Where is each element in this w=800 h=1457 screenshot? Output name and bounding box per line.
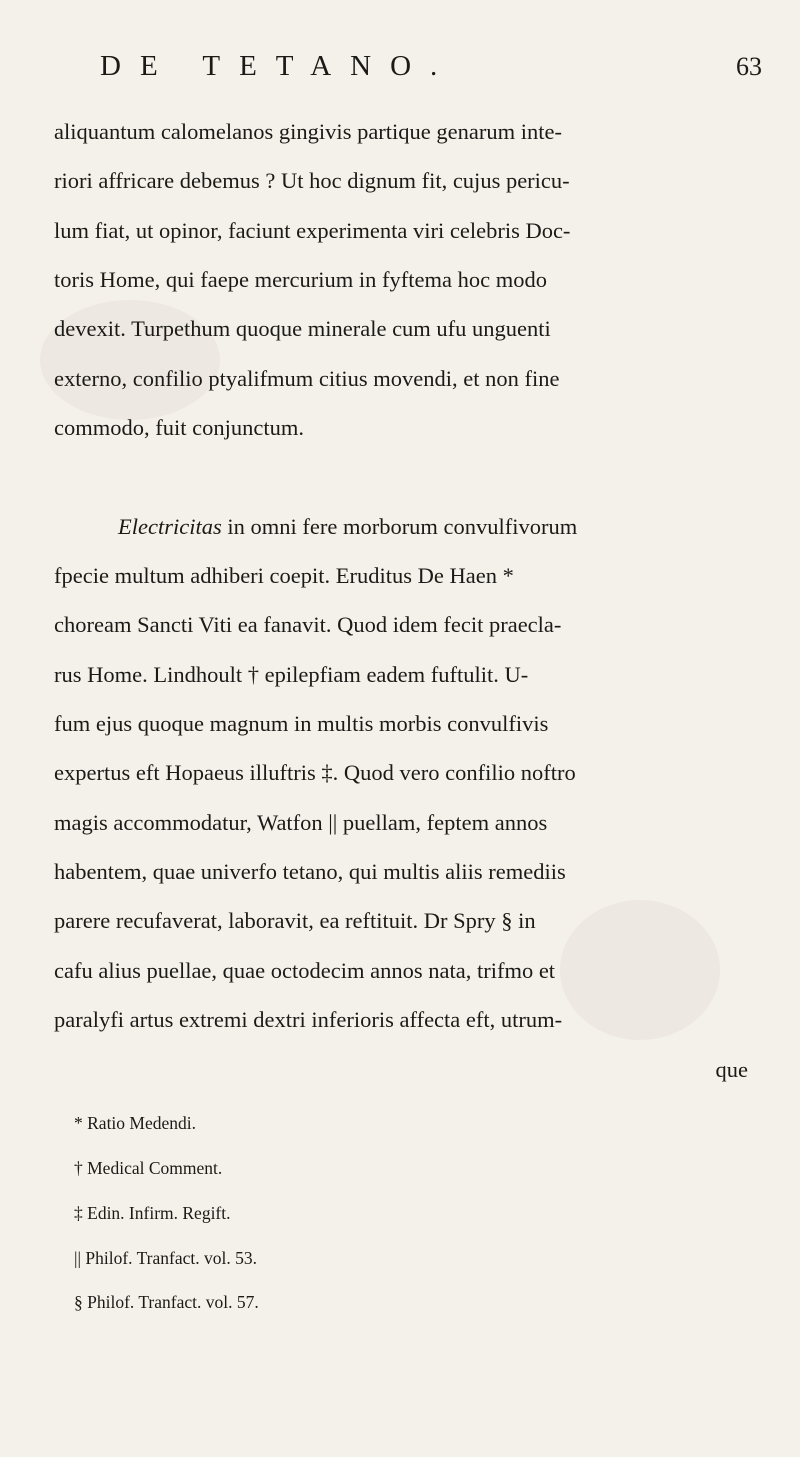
running-title: DE TETANO. (100, 50, 457, 82)
running-head (0, 50, 800, 90)
text-line-indent (118, 513, 577, 541)
text-line: externo, confilio ptyalifmum citius movendi, et non fine (54, 366, 560, 391)
text-line: lum fiat, ut opinor, faciunt experimenta viri celebris Doc- (54, 218, 571, 243)
text-line: riori affricare debemus ? Ut hoc dignum fit, cujus pericu- (54, 168, 570, 193)
footnote: ‡ Edin. Infirm. Regift. (74, 1203, 231, 1223)
footnote: * Ratio Medendi. (74, 1113, 196, 1133)
footnote: † Medical Comment. (74, 1158, 223, 1178)
text-line: aliquantum calomelanos gingivis partique genarum inte- (54, 119, 562, 144)
text-line: magis accommodatur, Watfon || puellam, feptem annos (54, 810, 548, 835)
text-line: fpecie multum adhiberi coepit. Eruditus De Haen * (54, 563, 514, 588)
page-number: 63 (736, 52, 762, 81)
text-line: commodo, fuit conjunctum. (54, 415, 304, 440)
text-line: cafu alius puellae, quae octodecim annos nata, trifmo et (54, 958, 556, 983)
text-line-rest: in omni fere morborum convulfivorum (221, 514, 578, 539)
text-line: fum ejus quoque magnum in multis morbis convulfivis (54, 711, 549, 736)
text-line: toris Home, qui faepe mercurium in fyftema hoc modo (54, 267, 547, 292)
text-line: parere recufaverat, laboravit, ea reftituit. Dr Spry § in (54, 908, 536, 933)
text-line: paralyfi artus extremi dextri inferioris affecta eft, utrum- (54, 1007, 563, 1032)
footnote: || Philof. Tranfact. vol. 53. (74, 1248, 257, 1268)
catchword: que (715, 1057, 748, 1082)
paper-stain (560, 900, 720, 1040)
text-line: habentem, quae univerfo tetano, qui multis aliis remediis (54, 859, 566, 884)
text-line: expertus eft Hopaeus illuftris ‡. Quod vero confilio noftro (54, 760, 576, 785)
text-line: rus Home. Lindhoult † epilepfiam eadem fuftulit. U- (54, 662, 529, 687)
italic-term-electricitas: Electricitas (118, 514, 222, 539)
text-line: devexit. Turpethum quoque minerale cum ufu unguenti (54, 316, 551, 341)
footnote: § Philof. Tranfact. vol. 57. (74, 1292, 259, 1312)
text-line: choream Sancti Viti ea fanavit. Quod idem fecit praecla- (54, 612, 562, 637)
